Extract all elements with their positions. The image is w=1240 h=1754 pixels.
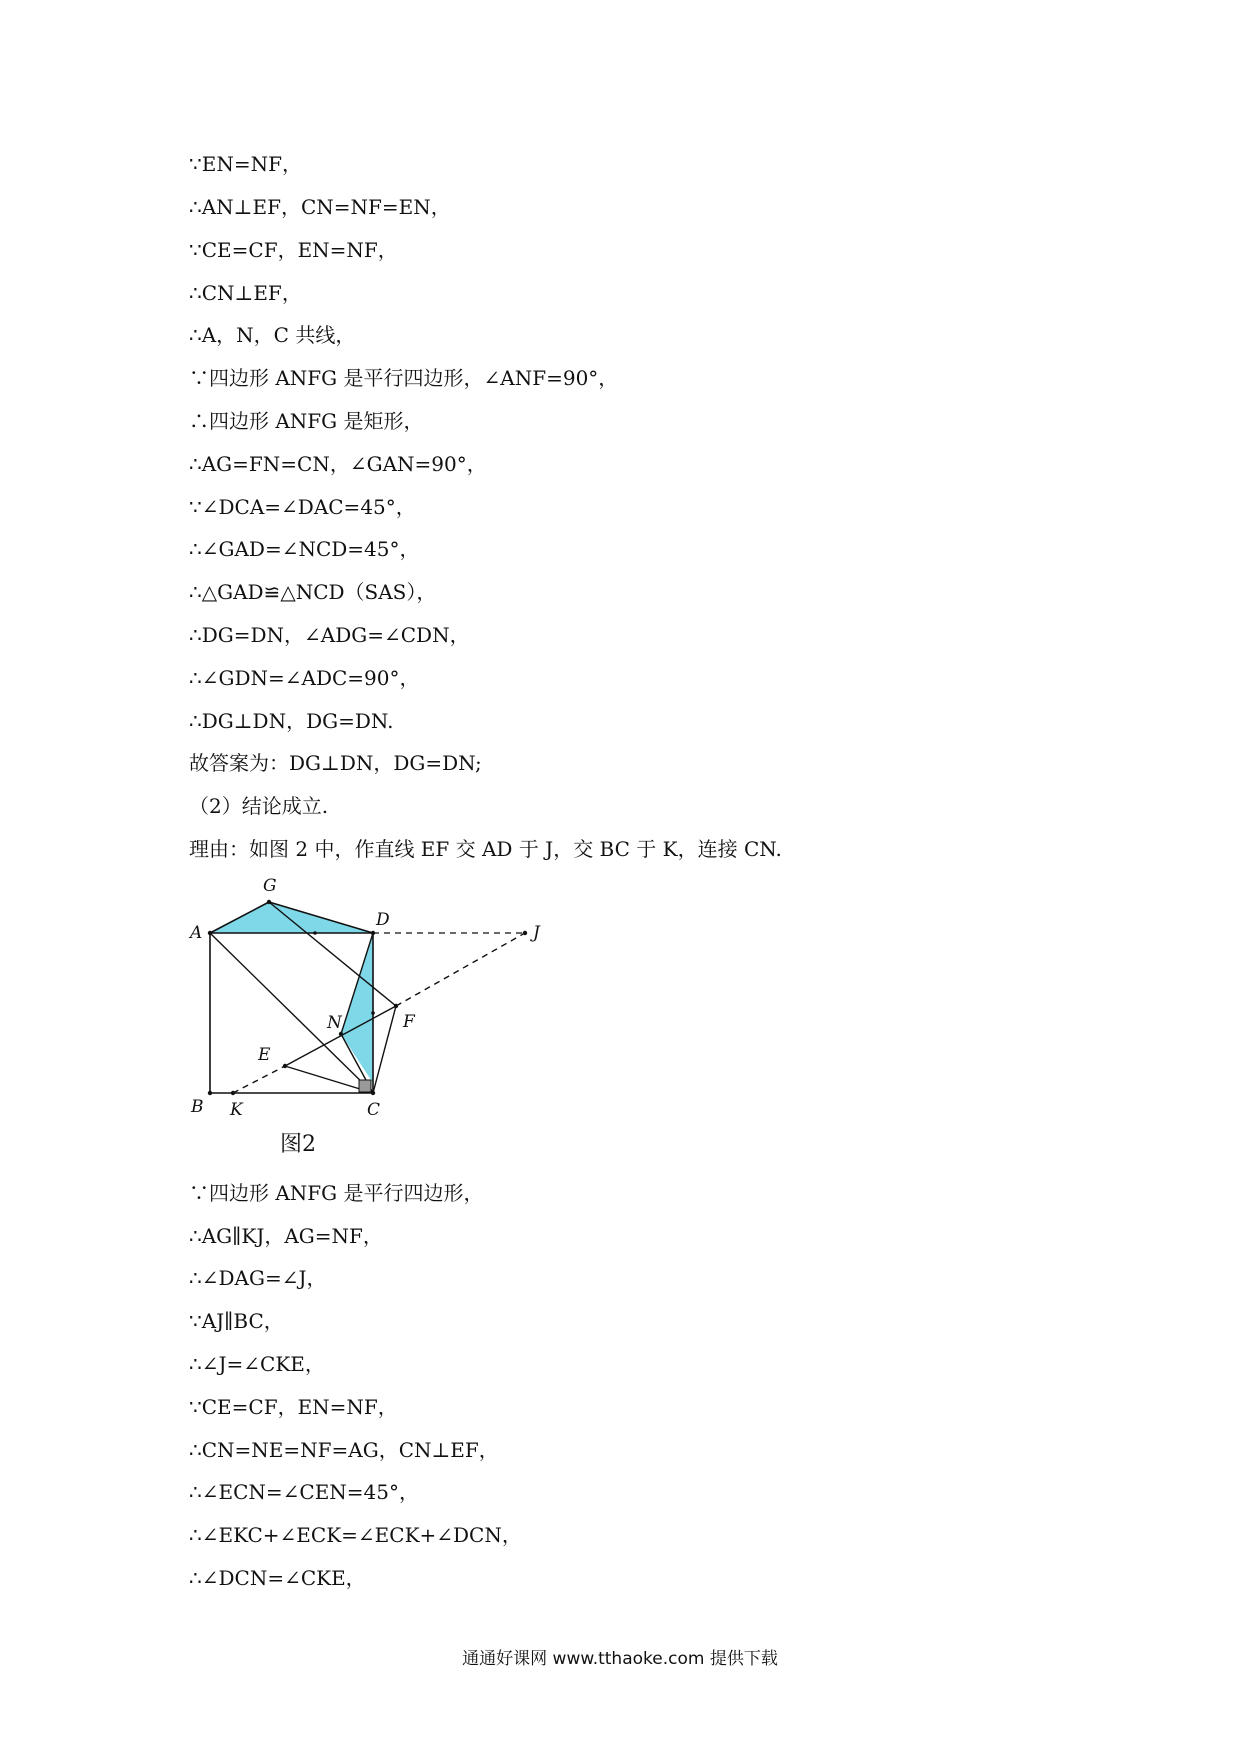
- right-angle-marker: [359, 1080, 371, 1092]
- dashed-line-fj: [396, 933, 525, 1006]
- label-j: J: [533, 923, 540, 943]
- point-a: [208, 931, 212, 935]
- point-g: [267, 900, 271, 904]
- proof-line: ∴四边形 ANFG 是矩形，: [189, 409, 424, 433]
- label-d: D: [376, 910, 390, 930]
- proof-line: ∴∠ECN=∠CEN=45°，: [189, 1480, 420, 1504]
- point-d: [371, 931, 375, 935]
- proof-line: ∵EN=NF，: [189, 152, 302, 176]
- page-footer: 通通好课网 www.tthaoke.com 提供下载: [462, 1649, 778, 1669]
- label-e: E: [258, 1045, 271, 1065]
- label-c: C: [367, 1100, 381, 1120]
- proof-line: ∵∠DCA=∠DAC=45°，: [189, 495, 416, 519]
- answer-line: 故答案为：DG⊥DN，DG=DN;: [189, 751, 482, 775]
- label-k: K: [230, 1100, 243, 1120]
- proof-line: ∵四边形 ANFG 是平行四边形，: [189, 1181, 484, 1205]
- proof-line: ∴∠EKC+∠ECK=∠ECK+∠DCN，: [189, 1523, 522, 1547]
- proof-line: ∴DG⊥DN，DG=DN.: [189, 709, 394, 733]
- proof-line: ∵CE=CF，EN=NF，: [189, 1395, 398, 1419]
- proof-line: ∴AG∥KJ，AG=NF，: [189, 1224, 383, 1248]
- proof-line: ∴AN⊥EF，CN=NF=EN，: [189, 195, 451, 219]
- proof-line: ∴CN=NE=NF=AG，CN⊥EF，: [189, 1438, 499, 1462]
- proof-line: ∴A，N，C 共线，: [189, 323, 356, 347]
- triangle-gad-fill: [210, 902, 373, 933]
- proof-line: ∴∠J=∠CKE，: [189, 1352, 325, 1376]
- label-a: A: [190, 923, 203, 943]
- figure-caption: 图2: [280, 1132, 316, 1157]
- figure-svg: [185, 870, 555, 1120]
- point-j: [523, 931, 527, 935]
- segment-fc: [373, 1006, 396, 1093]
- point-b: [208, 1091, 212, 1095]
- label-n: N: [327, 1013, 342, 1033]
- geometry-figure-2: [185, 870, 555, 1120]
- dashed-line-ke: [233, 1066, 285, 1093]
- reason-line: 理由：如图 2 中，作直线 EF 交 AD 于 J，交 BC 于 K，连接 CN.: [189, 837, 782, 861]
- triangle-ncd-fill: [341, 933, 373, 1083]
- proof-line: ∴∠DCN=∠CKE，: [189, 1566, 366, 1590]
- proof-line: ∴∠GAD=∠NCD=45°，: [189, 537, 420, 561]
- point-e: [283, 1064, 287, 1068]
- proof-line: ∵四边形 ANFG 是平行四边形，∠ANF=90°，: [189, 366, 619, 390]
- proof-line: ∴CN⊥EF，: [189, 281, 302, 305]
- label-f: F: [403, 1012, 415, 1032]
- label-g: G: [263, 876, 277, 896]
- proof-line: ∴DG=DN，∠ADG=∠CDN，: [189, 623, 470, 647]
- proof-line: ∴△GAD≌△NCD（SAS），: [189, 580, 437, 604]
- point-mid-ad: [313, 931, 317, 935]
- label-b: B: [191, 1097, 204, 1117]
- point-mid-dc: [371, 1011, 375, 1015]
- point-f: [394, 1004, 398, 1008]
- proof-line: ∴∠DAG=∠J，: [189, 1266, 327, 1290]
- proof-line: ∴∠GDN=∠ADC=90°，: [189, 666, 420, 690]
- proof-line: ∵CE=CF，EN=NF，: [189, 238, 398, 262]
- proof-line: ∵AJ∥BC，: [189, 1309, 284, 1333]
- part2-heading: （2）结论成立.: [189, 794, 329, 818]
- proof-line: ∴AG=FN=CN，∠GAN=90°，: [189, 452, 487, 476]
- point-c: [371, 1091, 375, 1095]
- point-k: [231, 1091, 235, 1095]
